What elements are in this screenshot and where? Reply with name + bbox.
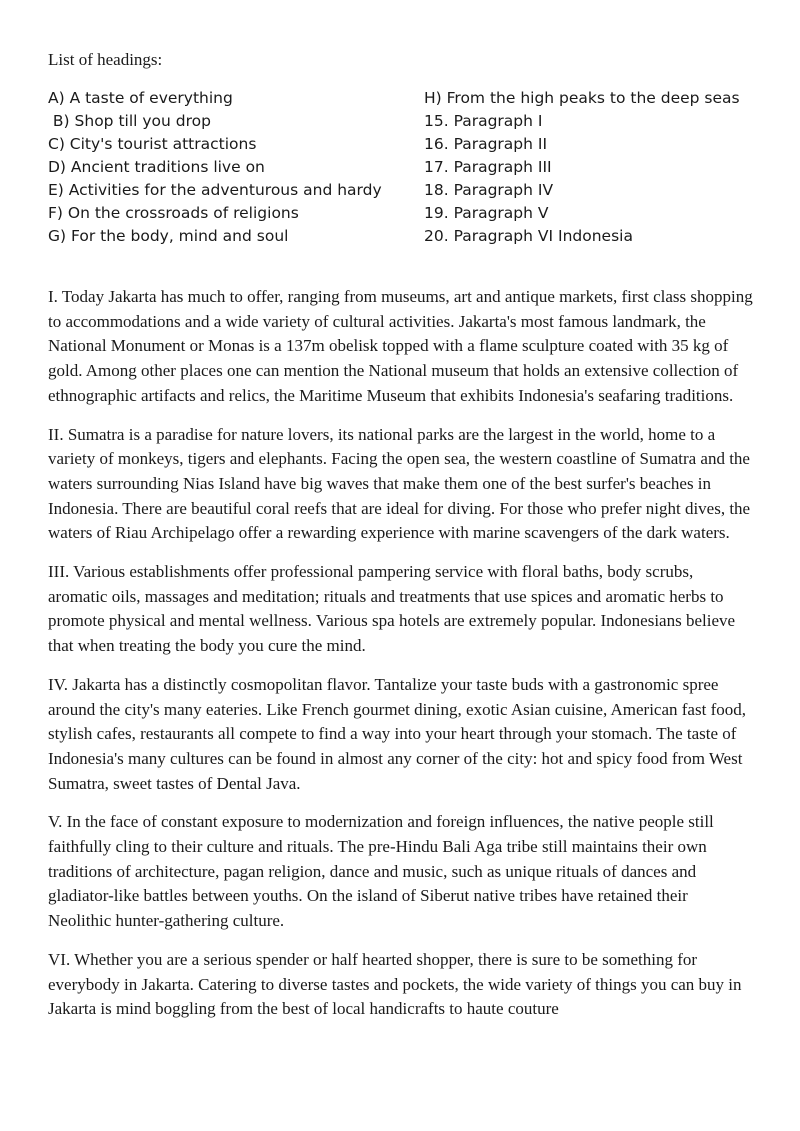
heading-option-f: F) On the crossroads of religions [48, 204, 299, 222]
question-19: 19. Paragraph V [424, 204, 549, 222]
question-20: 20. Paragraph VI Indonesia [424, 227, 633, 245]
paragraph-2: II. Sumatra is a paradise for nature lovers, its national parks are the largest in the world, home to a variety of monkeys, tigers and elephants. Facing the open sea, the western coastline of Sumatra and the waters surrounding Nias Island have big waves that make them one of the best surfer's beaches in Indonesia. There are beautiful coral reefs that are ideal for diving. For those who prefer night dives, the waters of Riau Archipelago offer a rewarding experience with marine scavengers of the dark waters. [48, 424, 751, 543]
question-15: 15. Paragraph I [424, 112, 543, 130]
paragraphs [48, 285, 754, 1036]
heading-option-c: C) City's tourist attractions [48, 135, 257, 153]
heading-option-b: B) Shop till you drop [48, 112, 211, 130]
heading-option-a: A) A taste of everything [48, 89, 233, 107]
headings-list [48, 87, 752, 248]
paragraph-1: I. Today Jakarta has much to offer, ranging from museums, art and antique markets, first class shopping to accommodations and a wide variety of cultural activities. Jakarta's most famous landmark, the National Monument or Monas is a 137m obelisk topped with a flame sculpture coated with 35 kg of gold. Among other places one can mention the National museum that holds an extensive collection of ethnographic artifacts and relics, the Maritime Museum that exhibits Indonesia's seafaring traditions. [48, 287, 753, 405]
heading-option-d: D) Ancient traditions live on [48, 158, 265, 176]
paragraph-3: III. Various establishments offer professional pampering service with floral baths, body scrubs, aromatic oils, massages and meditation; rituals and treatments that use spices and aromatic herbs to promote physical and mental wellness. Various spa hotels are extremely popular. Indonesians believe that when treating the body you cure the mind. [48, 562, 736, 656]
question-16: 16. Paragraph II [424, 135, 548, 153]
paragraph-6: VI. Whether you are a serious spender or half hearted shopper, there is sure to be something for everybody in Jakarta. Catering to diverse tastes and pockets, the wide variety of things you can buy in Jakarta is mind boggling from the best of local handicrafts to haute couture [48, 949, 742, 1019]
heading-option-h: H) From the high peaks to the deep seas [424, 89, 740, 107]
headings-column-right [424, 87, 752, 248]
question-17: 17. Paragraph III [424, 158, 552, 176]
paragraph-5: V. In the face of constant exposure to modernization and foreign influences, the native people still faithfully cling to their culture and rituals. The pre-Hindu Bali Aga tribe still maintains their own traditions of architecture, pagan religion, dance and music, such as unique rituals of dances and gladiator-like battles between youths. On the island of Siberut native tribes have retained their Neolithic hunter-gathering culture. [48, 812, 714, 931]
question-18: 18. Paragraph IV [424, 181, 554, 199]
headings-column-left [48, 87, 424, 248]
list-of-headings-title: List of headings: [48, 50, 163, 69]
heading-option-e: E) Activities for the adventurous and hardy [48, 181, 382, 199]
heading-option-g: G) For the body, mind and soul [48, 227, 289, 245]
paragraph-4: IV. Jakarta has a distinctly cosmopolitan flavor. Tantalize your taste buds with a gastronomic spree around the city's many eateries. Like French gourmet dining, exotic Asian cuisine, American fast food, stylish cafes, restaurants all compete to find a way into your heart through your stomach. The taste of Indonesia's many cultures can be found in almost any corner of the city: hot and spicy food from West Sumatra, sweet tastes of Dental Java. [48, 674, 746, 793]
